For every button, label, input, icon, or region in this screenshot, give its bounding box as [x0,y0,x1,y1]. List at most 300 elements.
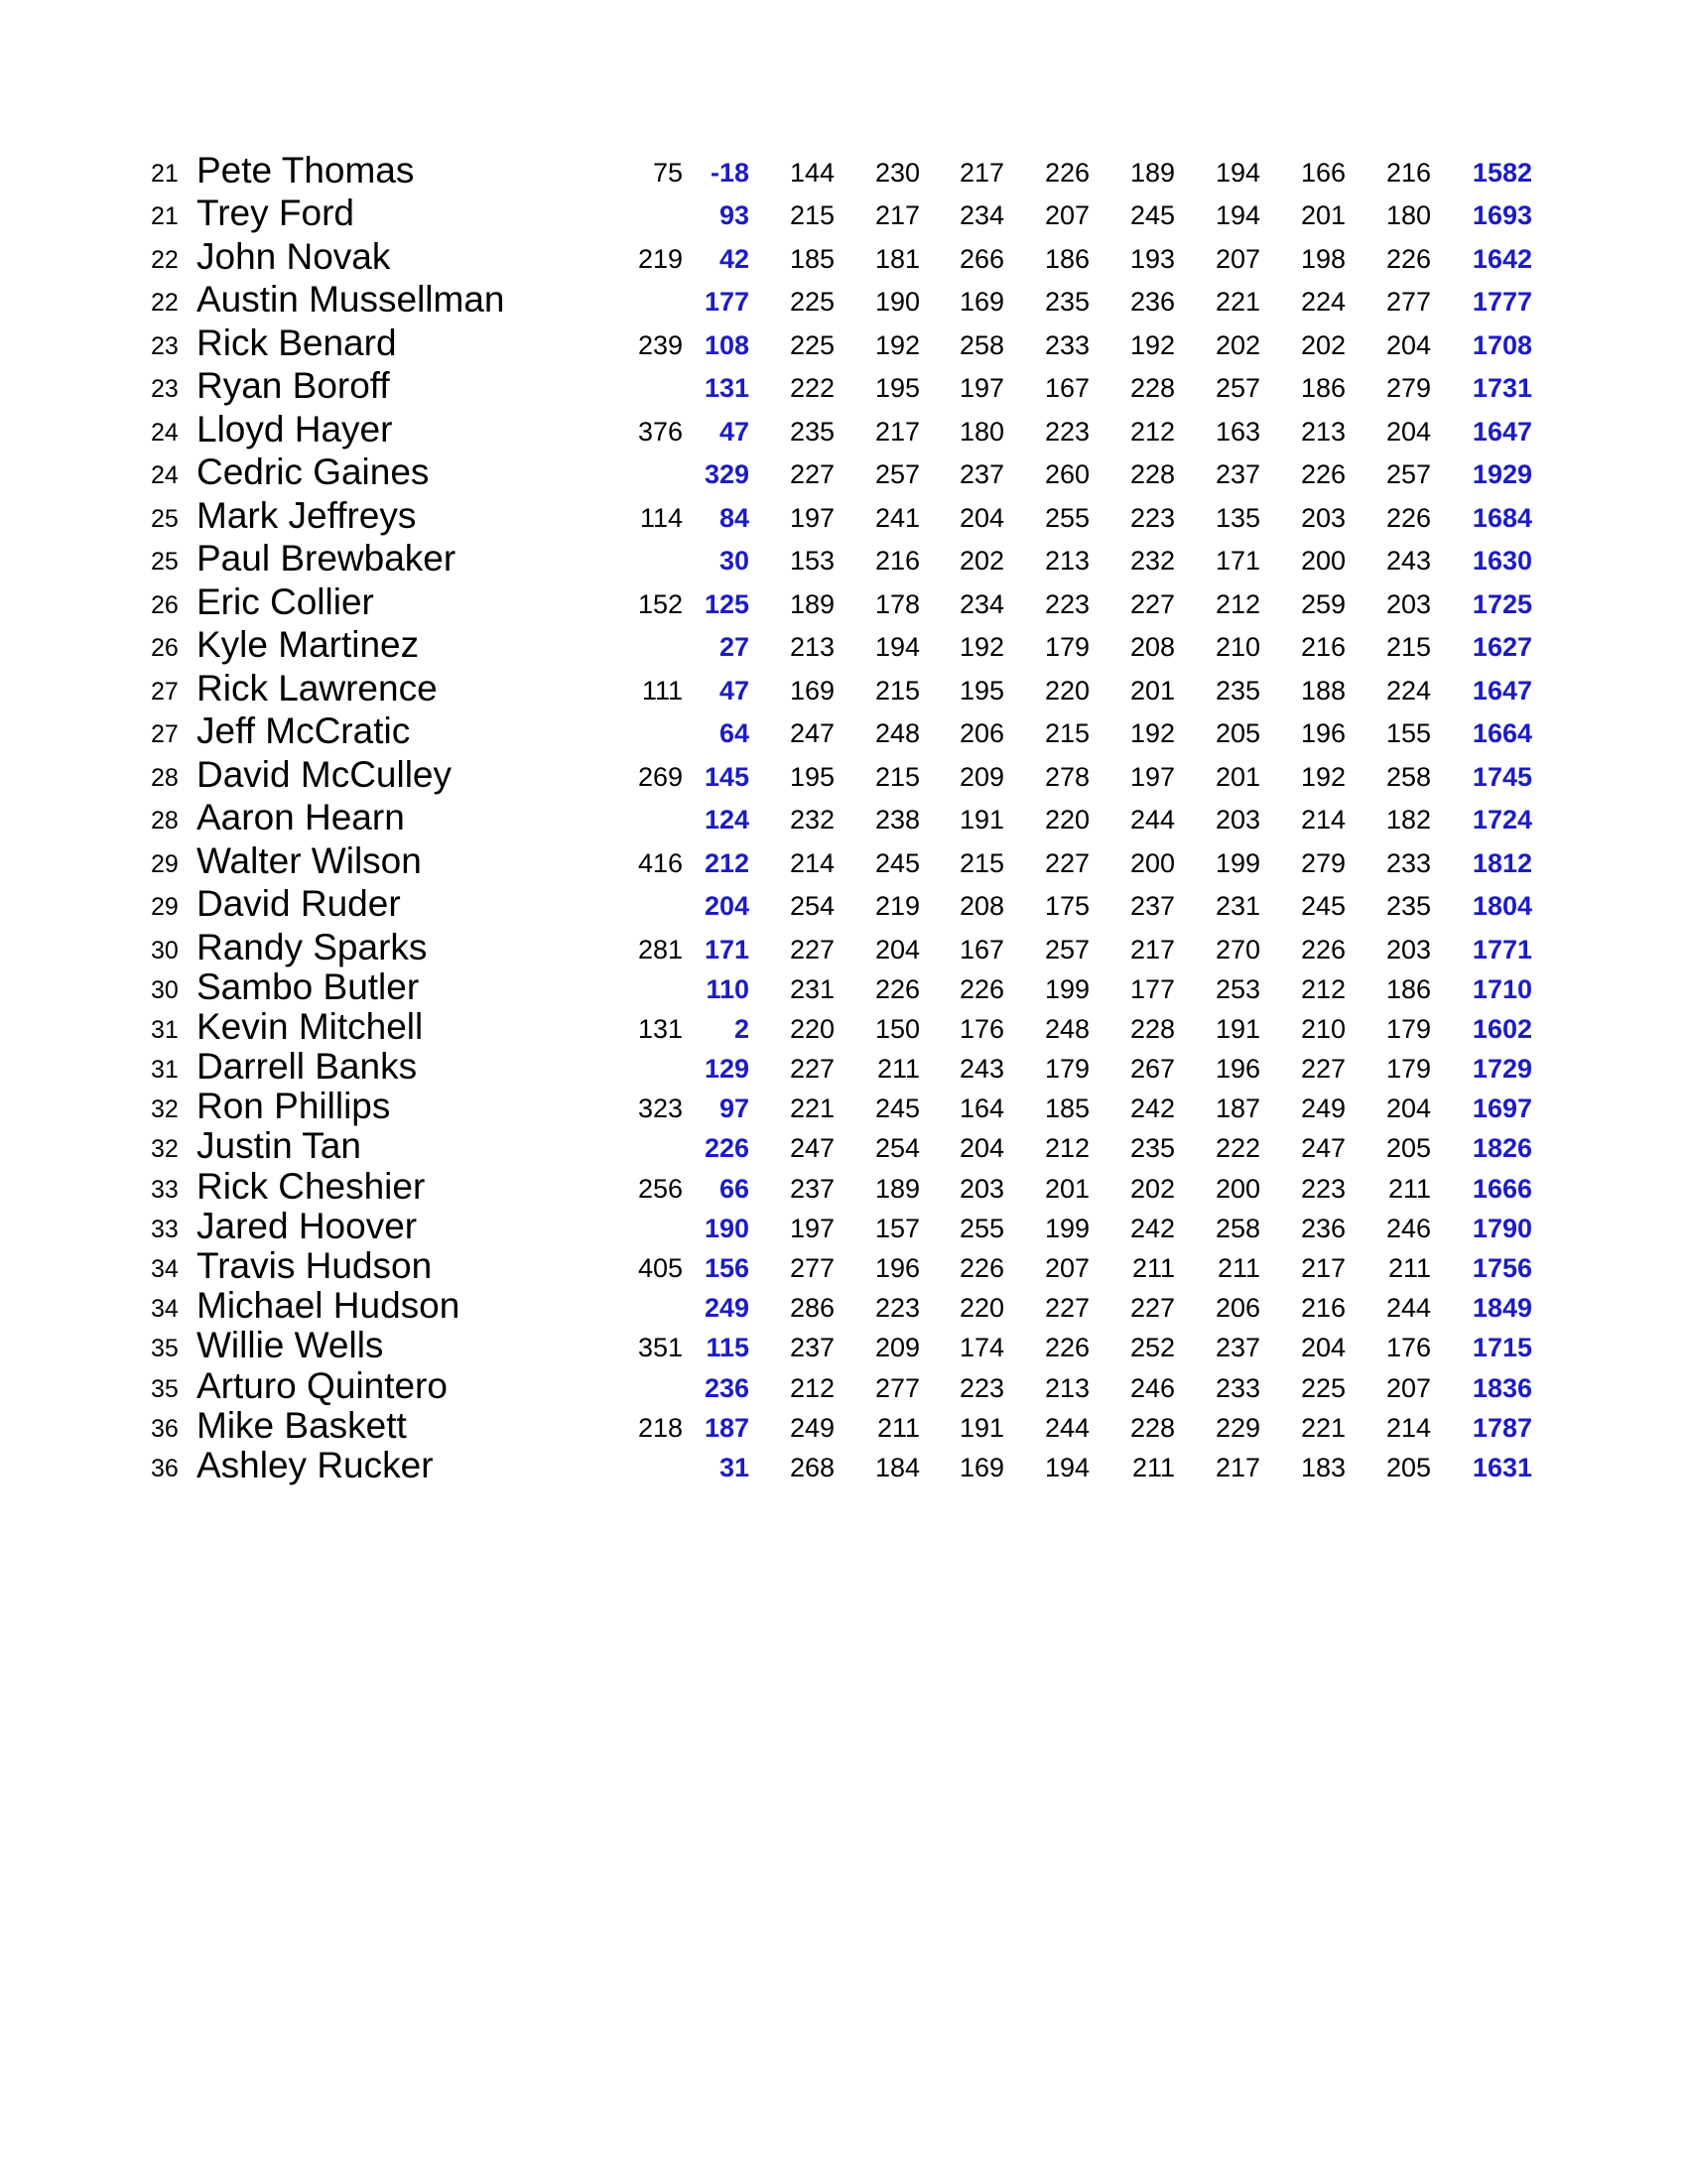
game-score-cell: 232 [1129,546,1175,576]
difference-cell: 145 [704,761,749,792]
game-score-cell: 207 [1215,243,1260,274]
game-score-cell: 221 [789,1093,835,1124]
handicap-cell: 75 [652,157,683,188]
game-score-cell: 223 [874,1293,920,1324]
game-score-cell: 235 [1044,287,1090,317]
game-score-cell: 243 [1385,546,1431,576]
game-score-cell: 216 [1300,632,1346,662]
game-score-cell: 230 [874,157,920,188]
game-score-cell: 227 [1300,1054,1346,1085]
game-score-cell: 179 [1385,1013,1431,1044]
game-score-cell: 204 [1385,1093,1431,1124]
game-score-cell: 205 [1385,1452,1431,1482]
game-score-cell: 197 [1129,761,1175,792]
game-score-cell: 200 [1215,1173,1260,1204]
bowler-name: Willie Wells [196,1325,384,1366]
game-score-cell: 194 [1044,1452,1090,1482]
handicap-cell: 416 [637,847,683,878]
table-row [0,1165,1688,1208]
game-score-cell: 167 [1044,373,1090,403]
game-score-cell: 207 [1385,1372,1431,1403]
handicap-cell: 131 [637,1013,683,1044]
game-score-cell: 227 [1044,1293,1090,1324]
game-score-cell: 166 [1300,157,1346,188]
game-score-cell: 206 [1215,1293,1260,1324]
game-score-cell: 203 [1300,502,1346,533]
difference-cell: 66 [718,1173,749,1204]
game-score-cell: 234 [959,588,1004,619]
rank-cell: 25 [151,504,179,533]
game-score-cell: 255 [1044,502,1090,533]
game-score-cell: 226 [1385,243,1431,274]
game-score-cell: 180 [959,416,1004,447]
game-score-cell: 231 [1215,891,1260,921]
rank-cell: 30 [151,975,179,1004]
bowler-name: Kyle Martinez [196,624,420,665]
game-score-cell: 189 [874,1173,920,1204]
game-score-cell: 207 [1044,1253,1090,1283]
game-score-cell: 202 [1129,1173,1175,1204]
difference-cell: 125 [704,588,749,619]
game-score-cell: 220 [1044,805,1090,835]
game-score-cell: 193 [1129,243,1175,274]
game-score-cell: 210 [1215,632,1260,662]
table-row [0,710,1688,754]
game-score-cell: 235 [1215,675,1260,706]
game-score-cell: 233 [1385,847,1431,878]
table-row [0,965,1688,1009]
game-score-cell: 258 [1385,761,1431,792]
game-score-cell: 226 [959,1253,1004,1283]
game-score-cell: 186 [1385,973,1431,1004]
total-cell: 1756 [1472,1253,1532,1283]
difference-cell: 64 [718,718,749,748]
difference-cell: 212 [704,847,749,878]
total-cell: 1693 [1472,200,1532,230]
difference-cell: 177 [704,287,749,317]
game-score-cell: 199 [1044,973,1090,1004]
game-score-cell: 175 [1044,891,1090,921]
game-score-cell: 187 [1215,1093,1260,1124]
game-score-cell: 205 [1215,718,1260,748]
game-score-cell: 212 [1129,416,1175,447]
game-score-cell: 226 [1385,502,1431,533]
rank-cell: 34 [151,1255,179,1283]
rank-cell: 33 [151,1175,179,1204]
game-score-cell: 217 [1215,1452,1260,1482]
game-score-cell: 183 [1300,1452,1346,1482]
difference-cell: 30 [718,546,749,576]
total-cell: 1812 [1472,847,1532,878]
rank-cell: 22 [151,245,179,274]
game-score-cell: 196 [874,1253,920,1283]
game-score-cell: 213 [1044,546,1090,576]
rank-cell: 35 [151,1335,179,1363]
game-score-cell: 192 [1129,718,1175,748]
game-score-cell: 220 [959,1293,1004,1324]
game-score-cell: 249 [1300,1093,1346,1124]
total-cell: 1836 [1472,1372,1532,1403]
bowler-name: Randy Sparks [196,926,428,967]
table-row [0,753,1688,797]
rank-cell: 35 [151,1374,179,1403]
game-score-cell: 150 [874,1013,920,1044]
table-row [0,1245,1688,1288]
game-score-cell: 211 [1131,1253,1175,1283]
rank-cell: 27 [151,720,179,748]
difference-cell: 110 [706,973,749,1004]
game-score-cell: 212 [789,1372,835,1403]
game-score-cell: 208 [959,891,1004,921]
game-score-cell: 279 [1300,847,1346,878]
game-score-cell: 223 [1129,502,1175,533]
difference-cell: 190 [704,1213,749,1243]
game-score-cell: 200 [1300,546,1346,576]
rank-cell: 21 [151,159,179,188]
table-row [0,1325,1688,1367]
game-score-cell: 222 [789,373,835,403]
game-score-cell: 225 [1300,1372,1346,1403]
game-score-cell: 255 [959,1213,1004,1243]
game-score-cell: 179 [1385,1054,1431,1085]
difference-cell: 156 [704,1253,749,1283]
game-score-cell: 204 [959,1133,1004,1164]
game-score-cell: 227 [1129,588,1175,619]
rank-cell: 23 [151,331,179,360]
game-score-cell: 267 [1129,1054,1175,1085]
game-score-cell: 194 [874,632,920,662]
game-score-cell: 249 [789,1412,835,1443]
game-score-cell: 217 [1129,934,1175,964]
rank-cell: 29 [151,849,179,878]
game-score-cell: 212 [1215,588,1260,619]
game-score-cell: 286 [789,1293,835,1324]
bowler-name: David Ruder [196,883,401,924]
game-score-cell: 208 [1129,632,1175,662]
game-score-cell: 195 [959,675,1004,706]
table-row [0,149,1688,193]
handicap-cell: 218 [637,1412,683,1443]
game-score-cell: 196 [1300,718,1346,748]
game-score-cell: 167 [959,934,1004,964]
game-score-cell: 257 [1215,373,1260,403]
table-row [0,1125,1688,1168]
rank-cell: 26 [151,634,179,662]
game-score-cell: 222 [1215,1133,1260,1164]
game-score-cell: 238 [874,805,920,835]
handicap-cell: 351 [637,1333,683,1363]
game-score-cell: 217 [874,200,920,230]
bowler-name: Lloyd Hayer [196,408,393,450]
table-row [0,883,1688,927]
table-row [0,624,1688,668]
game-score-cell: 224 [1300,287,1346,317]
game-score-cell: 215 [959,847,1004,878]
game-score-cell: 221 [1215,287,1260,317]
game-score-cell: 189 [1129,157,1175,188]
bowler-name: Darrell Banks [196,1046,418,1088]
handicap-cell: 269 [637,761,683,792]
game-score-cell: 228 [1129,373,1175,403]
game-score-cell: 242 [1129,1093,1175,1124]
game-score-cell: 192 [1129,329,1175,360]
game-score-cell: 233 [1215,1372,1260,1403]
game-score-cell: 217 [1300,1253,1346,1283]
game-score-cell: 197 [789,1213,835,1243]
game-score-cell: 233 [1044,329,1090,360]
total-cell: 1664 [1472,718,1532,748]
table-row [0,279,1688,322]
bowler-name: Pete Thomas [196,149,415,191]
game-score-cell: 201 [1044,1173,1090,1204]
game-score-cell: 237 [789,1173,835,1204]
game-score-cell: 195 [789,761,835,792]
game-score-cell: 227 [789,1054,835,1085]
bowler-name: Justin Tan [196,1125,361,1167]
game-score-cell: 181 [874,243,920,274]
rank-cell: 32 [151,1135,179,1164]
game-score-cell: 277 [874,1372,920,1403]
handicap-cell: 111 [641,675,683,706]
game-score-cell: 163 [1215,416,1260,447]
total-cell: 1771 [1472,934,1532,964]
game-score-cell: 244 [1385,1293,1431,1324]
game-score-cell: 176 [959,1013,1004,1044]
game-score-cell: 253 [1215,973,1260,1004]
game-score-cell: 192 [959,632,1004,662]
rank-cell: 24 [151,418,179,447]
game-score-cell: 135 [1215,502,1260,533]
game-score-cell: 204 [1300,1333,1346,1363]
bowler-name: Arturo Quintero [196,1364,448,1406]
game-score-cell: 235 [1385,891,1431,921]
difference-cell: 131 [704,373,749,403]
difference-cell: 47 [718,675,749,706]
game-score-cell: 258 [959,329,1004,360]
game-score-cell: 171 [1215,546,1260,576]
game-score-cell: 196 [1215,1054,1260,1085]
game-score-cell: 223 [1300,1173,1346,1204]
game-score-cell: 180 [1385,200,1431,230]
game-score-cell: 228 [1129,459,1175,489]
game-score-cell: 228 [1129,1013,1175,1044]
handicap-cell: 256 [637,1173,683,1204]
game-score-cell: 203 [1215,805,1260,835]
game-score-cell: 169 [789,675,835,706]
game-score-cell: 211 [876,1412,920,1443]
game-score-cell: 199 [1215,847,1260,878]
game-score-cell: 225 [789,329,835,360]
bowler-name: David McCulley [196,753,453,795]
game-score-cell: 214 [1300,805,1346,835]
game-score-cell: 245 [1129,200,1175,230]
table-row [0,1404,1688,1448]
game-score-cell: 213 [1300,416,1346,447]
bowler-name: Paul Brewbaker [196,538,456,578]
game-score-cell: 226 [1044,157,1090,188]
game-score-cell: 278 [1044,761,1090,792]
game-score-cell: 257 [874,459,920,489]
game-score-cell: 216 [1300,1293,1346,1324]
game-score-cell: 227 [789,459,835,489]
game-score-cell: 212 [1300,973,1346,1004]
game-score-cell: 266 [959,243,1004,274]
game-score-cell: 178 [874,588,920,619]
game-score-cell: 214 [789,847,835,878]
game-score-cell: 203 [1385,588,1431,619]
game-score-cell: 153 [789,546,835,576]
rank-cell: 27 [151,677,179,706]
game-score-cell: 244 [1129,805,1175,835]
total-cell: 1724 [1472,805,1532,835]
game-score-cell: 221 [1300,1412,1346,1443]
rank-cell: 21 [151,202,179,230]
game-score-cell: 182 [1385,805,1431,835]
total-cell: 1787 [1472,1412,1532,1443]
game-score-cell: 204 [959,502,1004,533]
game-score-cell: 246 [1129,1372,1175,1403]
game-score-cell: 237 [1215,1333,1260,1363]
game-score-cell: 252 [1129,1333,1175,1363]
game-score-cell: 259 [1300,588,1346,619]
game-score-cell: 211 [1131,1452,1175,1482]
total-cell: 1731 [1472,373,1532,403]
game-score-cell: 219 [874,891,920,921]
total-cell: 1745 [1472,761,1532,792]
game-score-cell: 189 [789,588,835,619]
difference-cell: 84 [718,502,749,533]
table-row [0,1364,1688,1407]
game-score-cell: 245 [1300,891,1346,921]
bowler-name: Rick Benard [196,321,397,363]
game-score-cell: 244 [1044,1412,1090,1443]
total-cell: 1697 [1472,1093,1532,1124]
bowler-name: Rick Lawrence [196,667,438,708]
bowler-name: Ashley Rucker [196,1444,434,1485]
difference-cell: -18 [710,157,749,188]
game-score-cell: 209 [959,761,1004,792]
bowler-name: Mark Jeffreys [196,494,417,536]
total-cell: 1804 [1472,891,1532,921]
game-score-cell: 214 [1385,1412,1431,1443]
difference-cell: 171 [704,934,749,964]
total-cell: 1666 [1472,1173,1532,1204]
total-cell: 1631 [1472,1452,1532,1482]
difference-cell: 47 [718,416,749,447]
game-score-cell: 179 [1044,1054,1090,1085]
game-score-cell: 225 [789,287,835,317]
game-score-cell: 212 [1044,1133,1090,1164]
game-score-cell: 260 [1044,459,1090,489]
game-score-cell: 204 [1385,416,1431,447]
difference-cell: 329 [704,459,749,489]
rank-cell: 31 [151,1056,179,1085]
game-score-cell: 211 [1387,1173,1431,1204]
difference-cell: 42 [718,243,749,274]
bowler-name: Kevin Mitchell [196,1005,424,1047]
rank-cell: 25 [151,548,179,576]
game-score-cell: 216 [874,546,920,576]
game-score-cell: 226 [1300,459,1346,489]
game-score-cell: 169 [959,287,1004,317]
game-score-cell: 215 [789,200,835,230]
game-score-cell: 241 [874,502,920,533]
rank-cell: 28 [151,763,179,792]
bowler-name: Mike Baskett [196,1404,407,1446]
game-score-cell: 209 [874,1333,920,1363]
game-score-cell: 257 [1044,934,1090,964]
difference-cell: 124 [704,805,749,835]
difference-cell: 97 [718,1093,749,1124]
game-score-cell: 237 [959,459,1004,489]
bowler-name: Cedric Gaines [196,451,430,492]
bowler-name: Jared Hoover [196,1205,418,1246]
difference-cell: 93 [718,200,749,230]
game-score-cell: 191 [959,1412,1004,1443]
game-score-cell: 227 [1044,847,1090,878]
table-row [0,839,1688,883]
game-score-cell: 236 [1300,1213,1346,1243]
game-score-cell: 237 [1129,891,1175,921]
table-row [0,926,1688,969]
bowler-name: Travis Hudson [196,1245,433,1286]
game-score-cell: 203 [1385,934,1431,964]
difference-cell: 129 [704,1054,749,1085]
game-score-cell: 270 [1215,934,1260,964]
rank-cell: 22 [151,289,179,317]
game-score-cell: 155 [1385,718,1431,748]
game-score-cell: 235 [1129,1133,1175,1164]
game-score-cell: 258 [1215,1213,1260,1243]
game-score-cell: 217 [874,416,920,447]
game-score-cell: 277 [1385,287,1431,317]
bowler-name: John Novak [196,235,391,277]
game-score-cell: 231 [789,973,835,1004]
table-row [0,408,1688,451]
game-score-cell: 237 [1215,459,1260,489]
total-cell: 1929 [1472,459,1532,489]
game-score-cell: 254 [874,1133,920,1164]
game-score-cell: 144 [789,157,835,188]
game-score-cell: 203 [959,1173,1004,1204]
total-cell: 1715 [1472,1333,1532,1363]
handicap-cell: 239 [637,329,683,360]
rank-cell: 24 [151,461,179,489]
total-cell: 1582 [1472,157,1532,188]
rank-cell: 30 [151,936,179,964]
difference-cell: 226 [704,1133,749,1164]
table-row [0,494,1688,538]
game-score-cell: 206 [959,718,1004,748]
game-score-cell: 236 [1129,287,1175,317]
game-score-cell: 228 [1129,1412,1175,1443]
handicap-cell: 323 [637,1093,683,1124]
rank-cell: 28 [151,807,179,835]
game-score-cell: 247 [1300,1133,1346,1164]
game-score-cell: 202 [1300,329,1346,360]
handicap-cell: 114 [639,502,683,533]
game-score-cell: 215 [874,675,920,706]
results-table [0,149,1688,1487]
game-score-cell: 188 [1300,675,1346,706]
rank-cell: 31 [151,1015,179,1044]
game-score-cell: 200 [1129,847,1175,878]
game-score-cell: 213 [1044,1372,1090,1403]
game-score-cell: 220 [789,1013,835,1044]
game-score-cell: 197 [789,502,835,533]
rank-cell: 32 [151,1095,179,1124]
difference-cell: 236 [704,1372,749,1403]
